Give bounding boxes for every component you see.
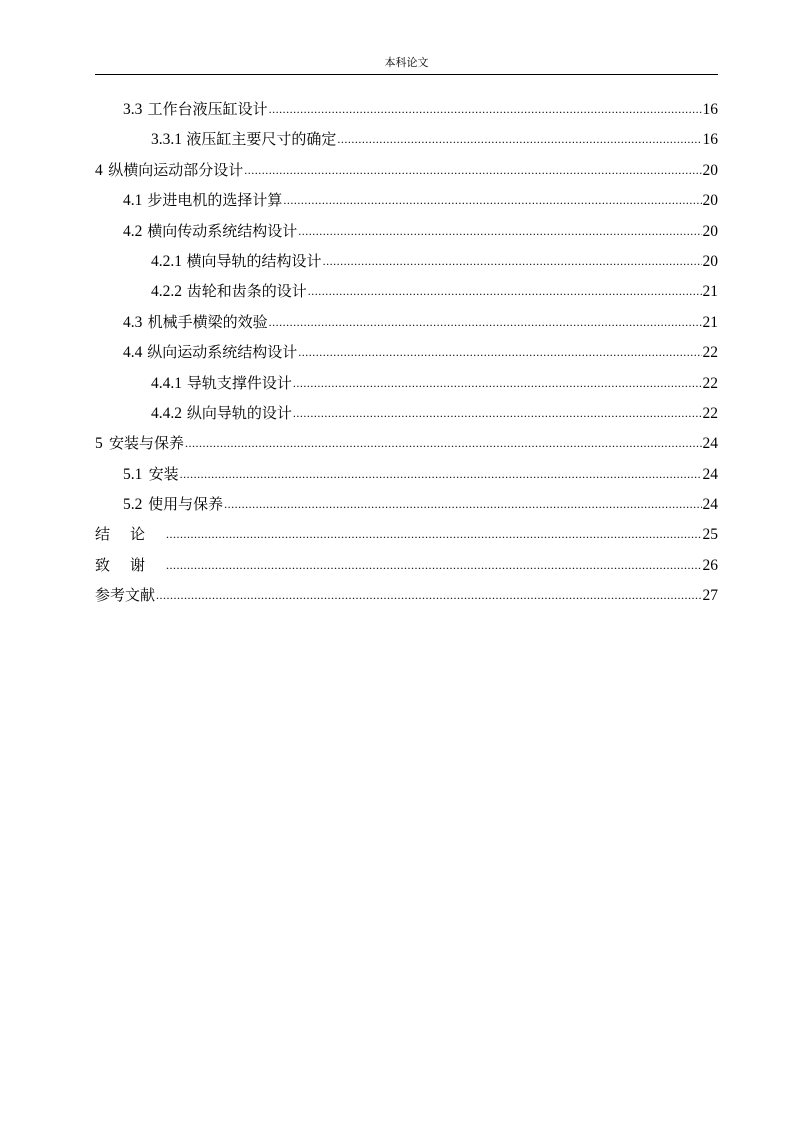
toc-entry-page: 25 <box>702 526 718 544</box>
toc-entry-number: 4.4.2 <box>151 404 182 422</box>
toc-entry-page: 16 <box>702 131 718 149</box>
toc-entry-title: 横向传动系统结构设计 <box>147 221 298 240</box>
toc-entry-title: 机械手横梁的效验 <box>147 312 268 331</box>
toc-entry[interactable] <box>95 307 718 337</box>
toc-entry-page: 20 <box>702 252 718 270</box>
toc-entry-title: 参考文献 <box>95 586 156 605</box>
toc-entry-title: 步进电机的选择计算 <box>147 191 283 210</box>
toc-entry-number: 4.2 <box>123 222 143 240</box>
toc-entry[interactable] <box>95 489 718 519</box>
toc-entry-page: 22 <box>702 374 718 392</box>
header-rule <box>95 74 718 75</box>
toc-entry[interactable] <box>95 155 718 185</box>
toc-entry-page: 27 <box>702 587 718 605</box>
toc-entry-page: 26 <box>702 556 718 574</box>
toc-entry[interactable] <box>95 368 718 398</box>
toc-entry[interactable] <box>95 550 718 580</box>
toc-entry[interactable] <box>95 124 718 154</box>
toc-entry[interactable] <box>95 337 718 367</box>
toc-entry-title: 使用与保养 <box>148 495 224 514</box>
toc-entry-page: 24 <box>702 465 718 483</box>
toc-entry-leader <box>337 124 701 154</box>
toc-entry[interactable] <box>95 398 718 428</box>
toc-entry-page: 20 <box>702 222 718 240</box>
toc-entry-number: 5.2 <box>123 496 143 514</box>
toc-entry-number: 4.1 <box>123 192 143 210</box>
toc-entry[interactable] <box>95 276 718 306</box>
toc-entry-title: 齿轮和齿条的设计 <box>186 282 307 301</box>
toc-entry-title: 导轨支撑件设计 <box>186 373 292 392</box>
toc-entry-title: 纵横向运动部分设计 <box>108 160 244 179</box>
toc-entry[interactable] <box>95 185 718 215</box>
toc-entry-leader <box>269 307 702 337</box>
toc-entry[interactable] <box>95 94 718 124</box>
toc-entry-leader <box>293 398 702 428</box>
toc-entry-title: 横向导轨的结构设计 <box>186 251 322 270</box>
toc-entry[interactable] <box>95 428 718 458</box>
toc-entry-leader <box>185 428 702 458</box>
toc-entry[interactable] <box>95 459 718 489</box>
toc-entry-page: 22 <box>702 344 718 362</box>
toc-entry-page: 21 <box>702 283 718 301</box>
toc-entry-page: 20 <box>702 192 718 210</box>
toc-entry-number: 5 <box>95 435 103 453</box>
toc-entry-leader <box>308 276 702 306</box>
toc-entry-leader <box>293 368 702 398</box>
toc-entry-title: 液压缸主要尺寸的确定 <box>186 130 337 149</box>
toc-entry-title: 致谢 <box>95 555 166 574</box>
toc-entry-leader <box>180 459 702 489</box>
toc-entry-leader <box>298 216 701 246</box>
toc-entry-page: 16 <box>702 101 718 118</box>
toc-entry-title: 结论 <box>95 525 166 544</box>
toc-entry-leader <box>269 94 702 124</box>
toc-entry-leader <box>298 337 701 367</box>
toc-entry-title: 纵向导轨的设计 <box>186 403 292 422</box>
toc-entry[interactable] <box>95 246 718 276</box>
toc-entry-title: 工作台液压缸设计 <box>147 100 268 118</box>
toc-entry-page: 21 <box>702 313 718 331</box>
running-header: 本科论文 <box>384 56 429 69</box>
toc-entry-number: 3.3.1 <box>151 131 182 149</box>
toc-entry[interactable] <box>95 519 718 549</box>
toc-entry-number: 4 <box>95 161 103 179</box>
toc-entry-page: 24 <box>702 435 718 453</box>
toc-entry-leader <box>323 246 702 276</box>
toc-entry-leader <box>166 519 701 549</box>
toc-entry[interactable] <box>95 580 718 610</box>
toc-entry[interactable] <box>95 216 718 246</box>
toc-entry-page: 24 <box>702 496 718 514</box>
toc-entry-title: 安装与保养 <box>108 434 184 453</box>
toc-entry-number: 4.4 <box>123 344 143 362</box>
toc-entry-page: 22 <box>702 404 718 422</box>
toc-entry-number: 3.3 <box>123 101 143 118</box>
toc-entry-number: 4.2.2 <box>151 283 182 301</box>
toc-entry-number: 4.2.1 <box>151 252 182 270</box>
toc-entry-title: 纵向运动系统结构设计 <box>147 343 298 362</box>
toc-entry-number: 5.1 <box>123 465 143 483</box>
toc-entry-leader <box>244 155 701 185</box>
table-of-contents <box>95 94 718 611</box>
toc-entry-leader <box>283 185 701 215</box>
toc-entry-leader <box>156 580 701 610</box>
toc-entry-number: 4.4.1 <box>151 374 182 392</box>
toc-entry-number: 4.3 <box>123 313 143 331</box>
toc-entry-page: 20 <box>702 161 718 179</box>
toc-entry-leader <box>224 489 701 519</box>
toc-entry-title: 安装 <box>148 464 179 483</box>
toc-entry-leader <box>166 550 701 580</box>
